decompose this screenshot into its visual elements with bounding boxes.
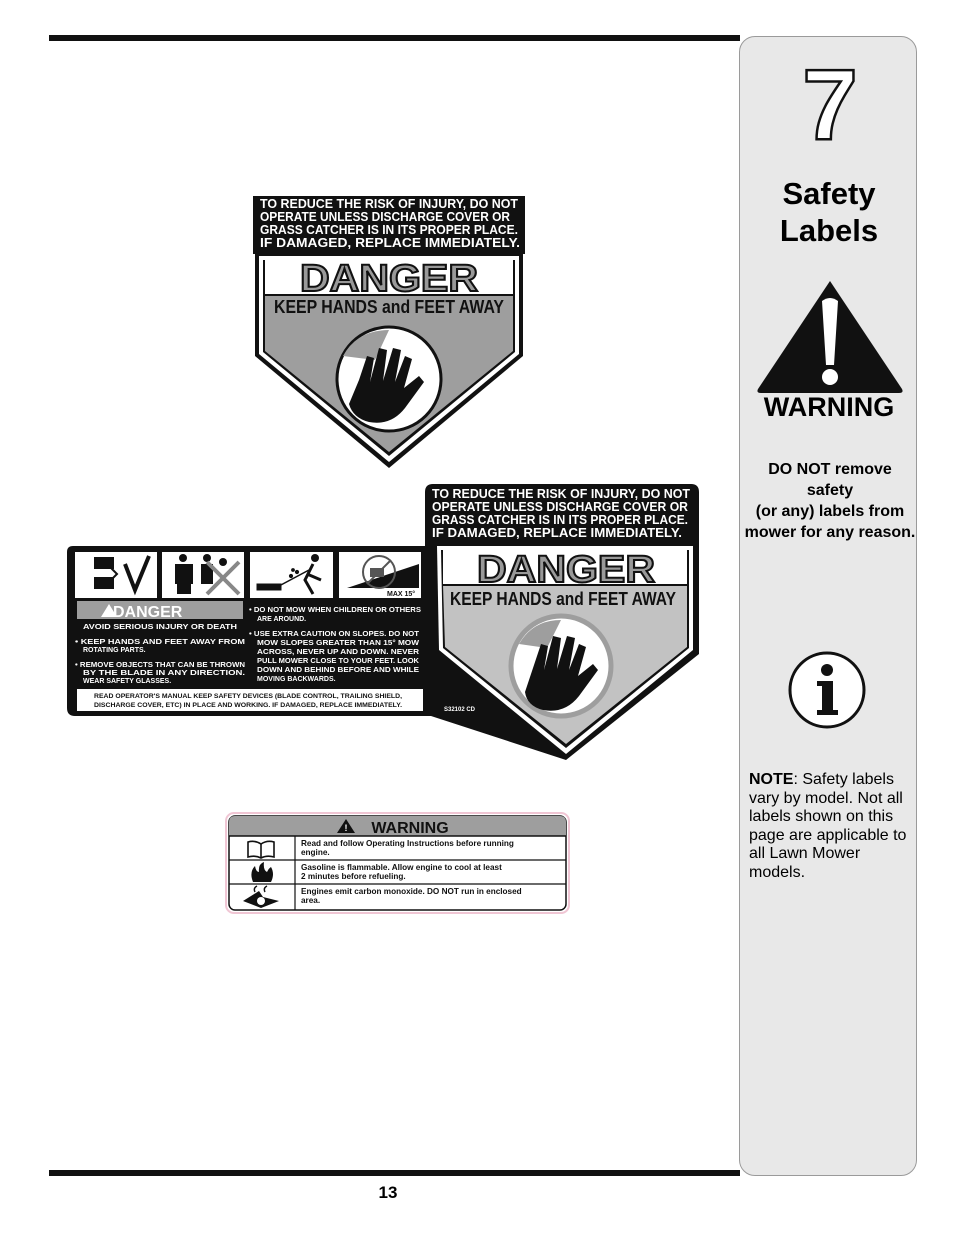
combined-danger-label: [67, 484, 700, 760]
svg-text:!: !: [344, 823, 348, 833]
svg-text:DOWN AND BEHIND BEFORE AND WHI: DOWN AND BEHIND BEFORE AND WHILE: [257, 667, 420, 674]
avoid-injury-text: AVOID SERIOUS INJURY OR DEATH: [83, 622, 237, 631]
svg-text:engine.: engine.: [301, 848, 330, 857]
warning-triangle-icon: [754, 277, 906, 395]
svg-text:ARE AROUND.: ARE AROUND.: [257, 616, 307, 623]
label1-signal-word: DANGER: [300, 258, 478, 300]
svg-text:MOVING BACKWARDS.: MOVING BACKWARDS.: [257, 676, 336, 683]
caution-text: DO NOT remove safety (or any) labels from mower for any reason.: [744, 461, 916, 541]
svg-text:• KEEP HANDS AND FEET AWAY FRO: • KEEP HANDS AND FEET AWAY FROM: [75, 639, 246, 646]
svg-text:ROTATING PARTS.: ROTATING PARTS.: [83, 647, 146, 654]
page-number: 13: [378, 1183, 398, 1202]
svg-text:area.: area.: [301, 896, 321, 905]
label1-header: [260, 197, 520, 250]
svg-text:TO REDUCE THE RISK OF INJURY,: TO REDUCE THE RISK OF INJURY, DO NOT: [432, 487, 691, 501]
danger-label-keep-hands-away: [253, 196, 525, 468]
svg-text:PULL MOWER CLOSE TO YOUR FEET.: PULL MOWER CLOSE TO YOUR FEET. LOOK: [257, 658, 419, 665]
svg-text:MOW SLOPES GREATER THAN 15° MO: MOW SLOPES GREATER THAN 15° MOW: [257, 640, 395, 647]
svg-text:• USE EXTRA CAUTION ON SLOPES.: • USE EXTRA CAUTION ON SLOPES. DO NOT: [249, 631, 420, 638]
hand-blade-icon: [337, 327, 441, 431]
svg-text:TO REDUCE THE RISK OF INJURY,: TO REDUCE THE RISK OF INJURY, DO NOT: [260, 197, 519, 211]
svg-text:2 minutes before refueling.: 2 minutes before refueling.: [301, 872, 406, 881]
svg-text:OPERATE UNLESS DISCHARGE COVER: OPERATE UNLESS DISCHARGE COVER OR: [432, 500, 688, 514]
small-danger-heading: DANGER: [113, 604, 183, 621]
warning-label-engine: [225, 812, 570, 914]
label3-heading: WARNING: [371, 820, 449, 837]
top-rule: [49, 35, 740, 41]
info-icon: [787, 650, 867, 730]
chapter-sidebar: [739, 36, 917, 1176]
svg-text:GRASS CATCHER IS IN ITS PROPER: GRASS CATCHER IS IN ITS PROPER PLACE.: [432, 513, 688, 527]
svg-text:• DO NOT MOW WHEN CHILDREN OR: • DO NOT MOW WHEN CHILDREN OR OTHERS: [249, 607, 422, 614]
label1-subtitle: KEEP HANDS and FEET AWAY: [274, 297, 504, 317]
table-row: Engines emit carbon monoxide. DO NOT run in enclosed: [301, 887, 522, 896]
svg-text:ACROSS, NEVER UP AND DOWN. NEV: ACROSS, NEVER UP AND DOWN. NEVER: [257, 649, 419, 656]
hand-blade-icon: [511, 616, 611, 716]
label2-signal-word: DANGER: [477, 549, 655, 591]
svg-text:READ OPERATOR'S MANUAL KEEP SA: READ OPERATOR'S MANUAL KEEP SAFETY DEVICES (BLADE CONTROL, TRAILING SHIELD,: [94, 693, 403, 700]
svg-text:GRASS CATCHER IS IN ITS PROPER: GRASS CATCHER IS IN ITS PROPER PLACE.: [260, 223, 518, 237]
chapter-number-text: 7: [802, 57, 858, 147]
warning-heading: WARNING: [763, 392, 895, 422]
svg-text:OPERATE UNLESS DISCHARGE COVER: OPERATE UNLESS DISCHARGE COVER OR: [260, 210, 510, 224]
svg-text:IF DAMAGED, REPLACE IMMEDIATEL: IF DAMAGED, REPLACE IMMEDIATELY.: [432, 526, 682, 540]
label2-subtitle: KEEP HANDS and FEET AWAY: [450, 589, 676, 609]
table-row: Read and follow Operating Instructions before running: [301, 839, 514, 848]
svg-text:DISCHARGE COVER, ETC) IN PLACE: DISCHARGE COVER, ETC) IN PLACE AND WORKING. IF DAMAGED, REPLACE IMMEDIATELY.: [94, 702, 403, 709]
svg-text:• REMOVE OBJECTS THAT CAN BE T: • REMOVE OBJECTS THAT CAN BE THROWN: [75, 662, 245, 669]
label2-header: [432, 487, 690, 540]
svg-text:BY THE BLADE IN ANY DIRECTION.: BY THE BLADE IN ANY DIRECTION.: [83, 670, 246, 677]
bottom-rule: [49, 1170, 740, 1176]
max-slope-text: MAX 15°: [387, 591, 416, 598]
part-number: S32102 CD: [444, 707, 476, 713]
note-text: NOTE: Safety labels vary by model. Not all labels shown on this page are applicable to all Lawn Mower models.: [749, 771, 907, 881]
chapter-number: [780, 57, 880, 147]
svg-text:WEAR SAFETY GLASSES.: WEAR SAFETY GLASSES.: [83, 678, 172, 685]
section-title: Safety Labels: [779, 176, 879, 248]
svg-text:IF DAMAGED, REPLACE IMMEDIATEL: IF DAMAGED, REPLACE IMMEDIATELY.: [260, 236, 520, 250]
table-row: Gasoline is flammable. Allow engine to cool at least: [301, 863, 502, 872]
